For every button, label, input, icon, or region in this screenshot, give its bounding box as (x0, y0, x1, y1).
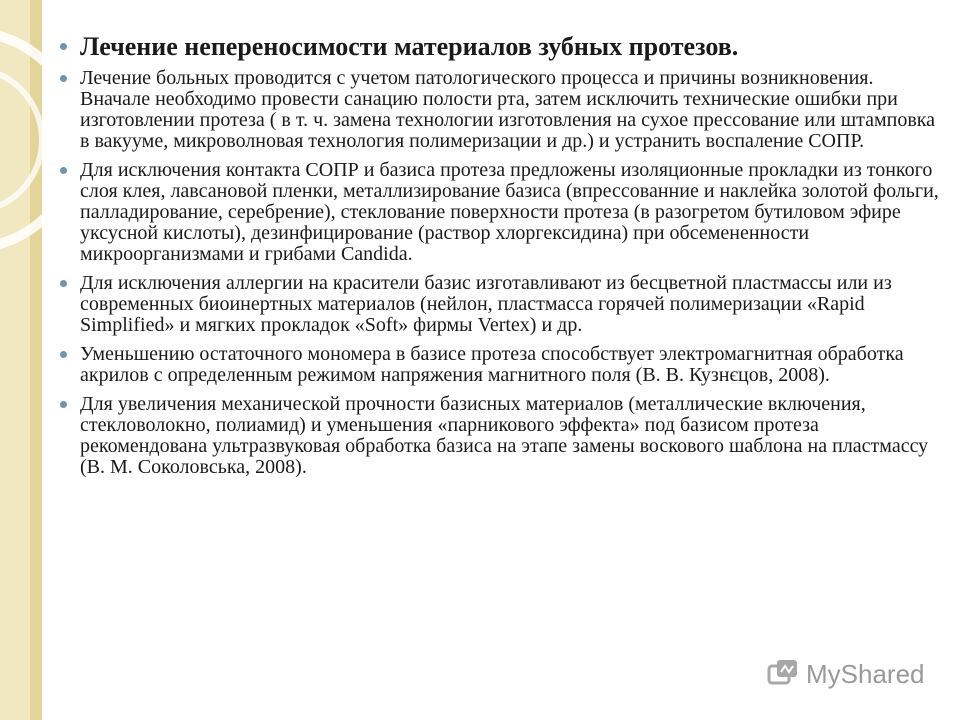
bullet-item (60, 344, 940, 386)
watermark-text: MyShared (806, 658, 925, 689)
bullet-item (60, 273, 940, 336)
decorative-side-strip (30, 0, 42, 720)
bullet-icon (60, 75, 67, 82)
bullet-icon (60, 43, 67, 50)
bullet-text: Для увеличения механической прочности базисных материалов (металлические включения, стекловолокно, полиамид) и уменьшения «парникового эффекта» под базисом протеза рекомендована ультразвуковая обработка базиса на этапе замены воскового шаблона на пластмассу (В. М. Соколовська, 2008). (80, 393, 929, 478)
slide-title-text: Лечение непереносимости материалов зубных протезов. (80, 32, 739, 61)
bullet-text: Уменьшению остаточного мономера в базисе протеза способствует электромагнитная обработка акрилов с определенным режимом напряжения магнитного поля (В. В. Кузнєцов, 2008). (80, 343, 904, 386)
bullet-item (60, 68, 940, 152)
myshared-watermark[interactable] (766, 656, 925, 692)
bullet-icon (60, 401, 67, 408)
slide-title (60, 32, 940, 62)
bullet-text: Для исключения аллергии на красители базис изготавливают из бесцветной пластмассы или из современных биоинертных материалов (нейлон, пластмасса горячей полимеризации «Rapid Simplified» и мягких прокладок «Soft» фирмы Vertex) и др. (80, 272, 892, 336)
bullet-icon (60, 351, 67, 358)
bullet-item (60, 160, 940, 265)
slide-content (60, 32, 940, 486)
bullet-text: Лечение больных проводится с учетом патологического процесса и причины возникновения. Вначале необходимо провести санацию полости рта, затем исключить технические ошибки при изготовлении протеза ( в т. ч. замена технологии изготовления на сухое прессование или штамповка в вакууме, микроволновая технология полимеризации и др.) и устранить воспаление СОПР. (80, 67, 936, 152)
bullet-item (60, 394, 940, 478)
bullet-icon (60, 280, 67, 287)
decorative-side-panel (0, 0, 30, 720)
bullet-text: Для исключения контакта СОПР и базиса протеза предложены изоляционные прокладки из тонкого слоя клея, лавсановой пленки, металлизирование базиса (впрессованние и наклейка золотой фольги, палладирование, серебрение), стеклование поверхности протеза (в разогретом бутиловом эфире уксусной кислоты), дезинфицирование (раствор хлоргексидина) при обсемененности микроорганизмами и грибами Candida. (80, 159, 939, 265)
bullet-icon (60, 167, 67, 174)
myshared-logo-icon (766, 657, 800, 691)
